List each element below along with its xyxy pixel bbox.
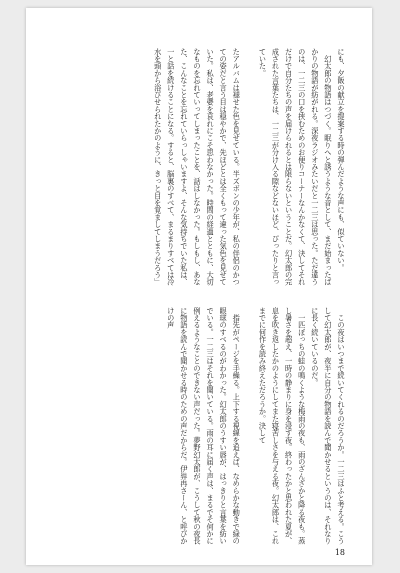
book-page: [26, 8, 372, 565]
page-number: 18: [334, 548, 345, 557]
page-text-top: にも、夕飯の献立を提案する時の弾んだような声にも、似ていない。 幻太郎の物語はつづく。眠りへと誘うような音として、まだ始まったばかりの物語が紡がれる。深夜ラジオみたいだと一二三は思った。ただ違うのは、一二三の口を挟むためのお便りコーナーなんかなくて、決してそれだけで自分たちの声を届けられるとは限らないということだ。幻太郎の完成された言葉たちは、一二三が分け入る隙などないほど、ぴったりと言っていた。 たアルバムは褪せた色を見せている。半ズボンの少年が、私の伴侶のかつての姿だと言う目は穏やかで、先ほどとは全くもって違った気色を見せていた。私は、老婆を哀れにこそ思わなかった。時間の経過とともに、大切なものを忘れていってしまったことを、話はしなかった。もしもし、あなた、こんなことを忘れていらっしゃいますよ、そんな気持ちでいた私は、一と話を続けることになる。すると、脳裏のすべて、まるまりすべては冷水を頭から浴びせられたかのように、きっと目を覚ましてしまうだろう」: [153, 48, 346, 286]
page-text-bottom: この夜はいつまで続いてくれるのだろうか。一二三はふと考える。こうして幻太郎が、夜半に自分の物語を読んで聞かせるというのは、それなりに長く続いているのだ。 一匹ぼっちの蛙の鳴くような梅雨の夜も、雨のざんざかと降る夜も。蒸し暑さを超え、一時の静まりに身を浸す夜。終わったかと思われた夏が、息を吹き返したかのようにしてまた寝苦しさを与える夜。幻太郎は、これまでに何作を読み終えただろうか。決して 指先がページを手繰る。上下する視線を追えば、なめらかな動きで緑の眼球のすべるのがわかった。幻太郎のうすい唇が、はっきりと言葉を紡いでいる。一二三はそれを聞いている。雨の耳に届く声は、まるでそ何かに例えるようなことのできない声だった。夢野幻太郎が、こうして秋の夜長に物語を読んで聞かせる時のための声だからだ。伊弉冉さーん、と呼びかけの声: [166, 307, 346, 545]
